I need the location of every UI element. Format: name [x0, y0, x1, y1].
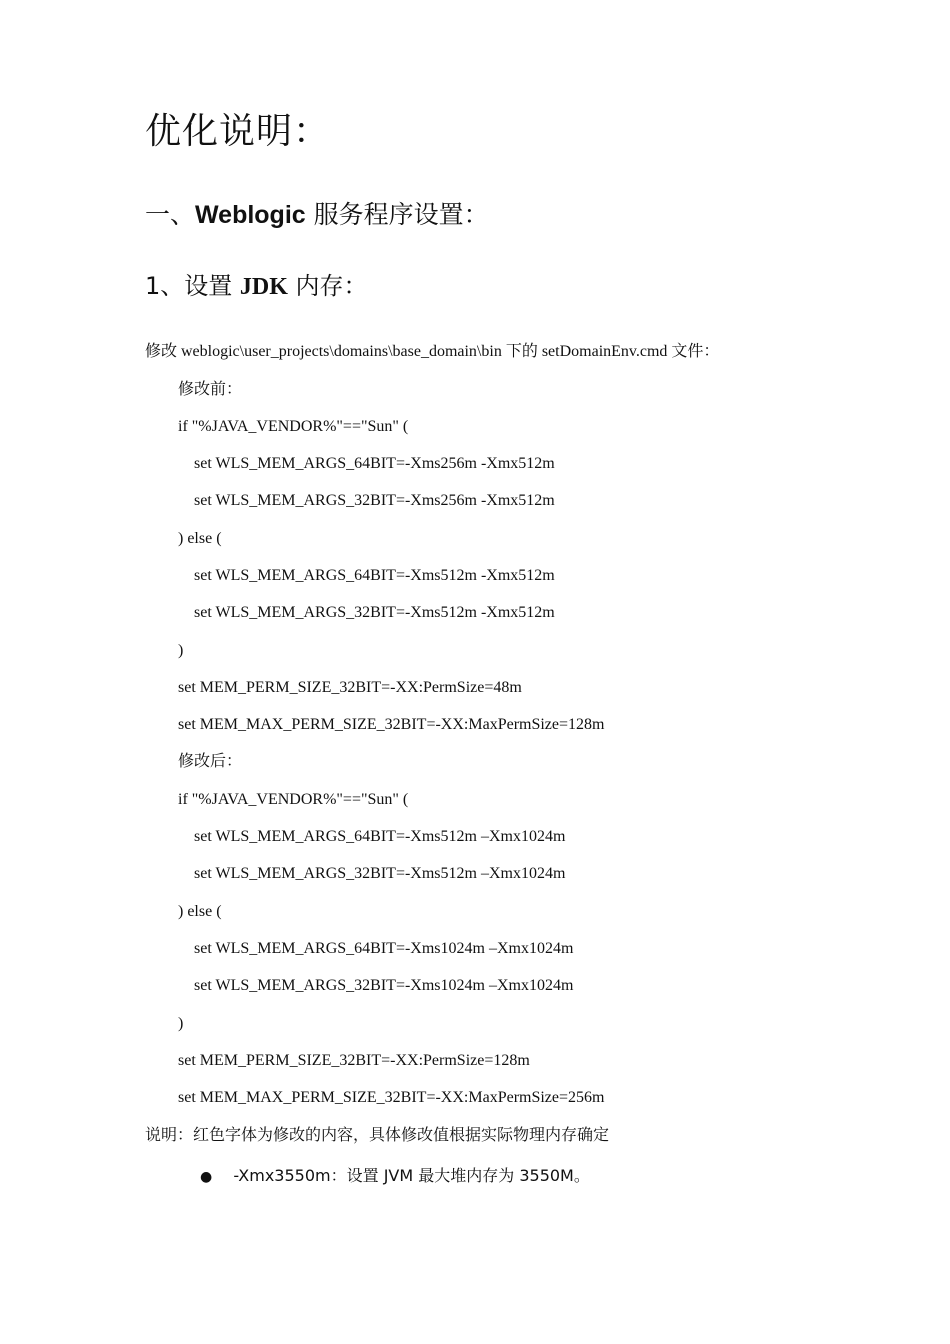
code-line: set MEM_MAX_PERM_SIZE_32BIT=-XX:MaxPermSize=256m [178, 1089, 605, 1106]
note-paragraph: 说明：红色字体为修改的内容，具体修改值根据实际物理内存确定 [145, 1127, 610, 1144]
code-line: set MEM_PERM_SIZE_32BIT=-XX:PermSize=48m [178, 679, 522, 696]
code-line: set WLS_MEM_ARGS_32BIT=-Xms512m –Xmx1024m [194, 865, 566, 882]
bullet-text: -Xmx3550m：设置 JVM 最大堆内存为 3550M。 [233, 1166, 590, 1185]
subsection-prefix: 1、设置 [145, 272, 240, 300]
code-line: ) [178, 642, 184, 659]
subsection-suffix: 内存： [287, 272, 368, 300]
section-heading [145, 195, 489, 231]
code-line: set MEM_MAX_PERM_SIZE_32BIT=-XX:MaxPermSize=128m [178, 716, 605, 733]
section-suffix: 服务程序设置： [305, 200, 489, 229]
section-product-name: Weblogic [195, 201, 306, 229]
code-line: set WLS_MEM_ARGS_64BIT=-Xms1024m –Xmx1024m [194, 940, 574, 957]
code-line: ) else ( [178, 530, 222, 547]
intro-paragraph: 修改 weblogic\user_projects\domains\base_domain\bin 下的 setDomainEnv.cmd 文件： [145, 343, 720, 360]
code-line: ) [178, 1015, 184, 1032]
after-label: 修改后： [178, 753, 243, 770]
code-line: set WLS_MEM_ARGS_32BIT=-Xms256m -Xmx512m [194, 492, 555, 509]
code-line: set WLS_MEM_ARGS_32BIT=-Xms512m -Xmx512m [194, 604, 555, 621]
code-line: ) else ( [178, 903, 222, 920]
subsection-jdk: JDK [239, 274, 288, 300]
bullet-dot-icon: ● [200, 1169, 213, 1185]
code-line: if "%JAVA_VENDOR%"=="Sun" ( [178, 418, 409, 435]
code-line: set WLS_MEM_ARGS_64BIT=-Xms512m -Xmx512m [194, 567, 555, 584]
code-line: set MEM_PERM_SIZE_32BIT=-XX:PermSize=128m [178, 1052, 530, 1069]
section-prefix: 一、 [145, 200, 196, 229]
code-line: set WLS_MEM_ARGS_32BIT=-Xms1024m –Xmx1024m [194, 977, 574, 994]
bullet-list-item [200, 1163, 590, 1186]
before-label: 修改前： [178, 381, 243, 398]
code-line: set WLS_MEM_ARGS_64BIT=-Xms256m -Xmx512m [194, 455, 555, 472]
page-title: 优化说明： [145, 111, 331, 152]
code-line: if "%JAVA_VENDOR%"=="Sun" ( [178, 791, 409, 808]
code-line: set WLS_MEM_ARGS_64BIT=-Xms512m –Xmx1024m [194, 828, 566, 845]
subsection-heading [145, 266, 368, 301]
